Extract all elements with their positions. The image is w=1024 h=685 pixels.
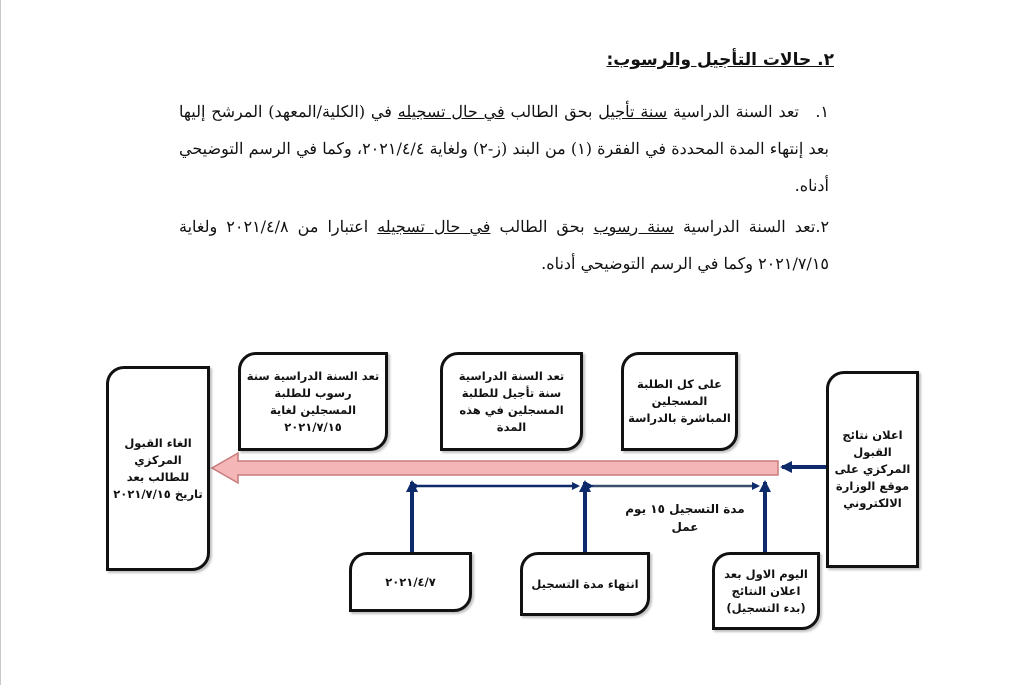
first-day-box bbox=[712, 552, 820, 630]
deferral-year-text: تعد السنة الدراسية سنة تأجيل للطلبة المسجلين في هذه المدة bbox=[458, 368, 565, 434]
cancel-admission-box bbox=[106, 366, 210, 571]
cancel-admission-text: الغاء القبول المركزي للطالب بعد تاريخ ٢٠٢١/٧/١٥ bbox=[113, 435, 203, 501]
paragraph-2-number: ٢. bbox=[815, 217, 830, 236]
first-day-text: اليوم الاول بعد اعلان النتائج (بدء التسجيل) bbox=[724, 566, 808, 615]
end-registration-box bbox=[520, 552, 650, 616]
end-registration-text: انتهاء مدة التسجيل bbox=[531, 576, 639, 591]
p2-underlined-fail: سنة رسوب bbox=[593, 217, 674, 236]
announce-results-box bbox=[826, 371, 919, 568]
announce-results-text: اعلان نتائج القبول المركزي على موقع الوزارة الالكتروني bbox=[834, 428, 911, 510]
p2-text-c: اعتبارا من ٢٠٢١/٤/٨ ولغاية ٢٠٢١/٧/١٥ وكما في الرسم التوضيحي أدناه. bbox=[179, 217, 829, 273]
section-heading: ٢. حالات التأجيل والرسوب: bbox=[606, 50, 834, 70]
p1-text-c: في (الكلية/المعهد) المرشح إليها بعد إنتهاء المدة المحددة في الفقرة (١) من البند (ز-٢) ولغاية ٢٠٢١/٤/٤، وكما في الرسم التوضيحي أدناه. bbox=[179, 102, 830, 195]
date-box bbox=[349, 552, 472, 612]
p1-text-a: تعد السنة الدراسية bbox=[667, 102, 800, 121]
p2-text-a: تعد السنة الدراسية bbox=[673, 217, 816, 236]
all-registered-box bbox=[621, 352, 738, 451]
all-registered-text: على كل الطلبة المسجلين المباشرة بالدراسة bbox=[628, 377, 731, 425]
date-box-text: ٢٠٢١/٤/٧ bbox=[385, 574, 436, 589]
p1-underlined-deferral: سنة تأجيل bbox=[598, 102, 668, 121]
paragraph-1-number: ١. bbox=[815, 102, 830, 121]
p2-underlined-registration: في حال تسجيله bbox=[377, 217, 491, 236]
p2-text-b: بحق الطالب bbox=[490, 217, 594, 236]
fail-year-box bbox=[238, 352, 388, 451]
registration-period-label: مدة التسجيل ١٥ يوم عمل bbox=[625, 502, 745, 534]
deferral-year-box bbox=[440, 352, 583, 451]
p1-underlined-registration: في حال تسجيله bbox=[397, 102, 505, 121]
fail-year-text: تعد السنة الدراسية سنة رسوب للطلبة المسجلين لغاية ٢٠٢١/٧/١٥ bbox=[246, 368, 380, 434]
p1-text-b: بحق الطالب bbox=[504, 102, 599, 121]
timeline-arrow bbox=[212, 453, 778, 483]
